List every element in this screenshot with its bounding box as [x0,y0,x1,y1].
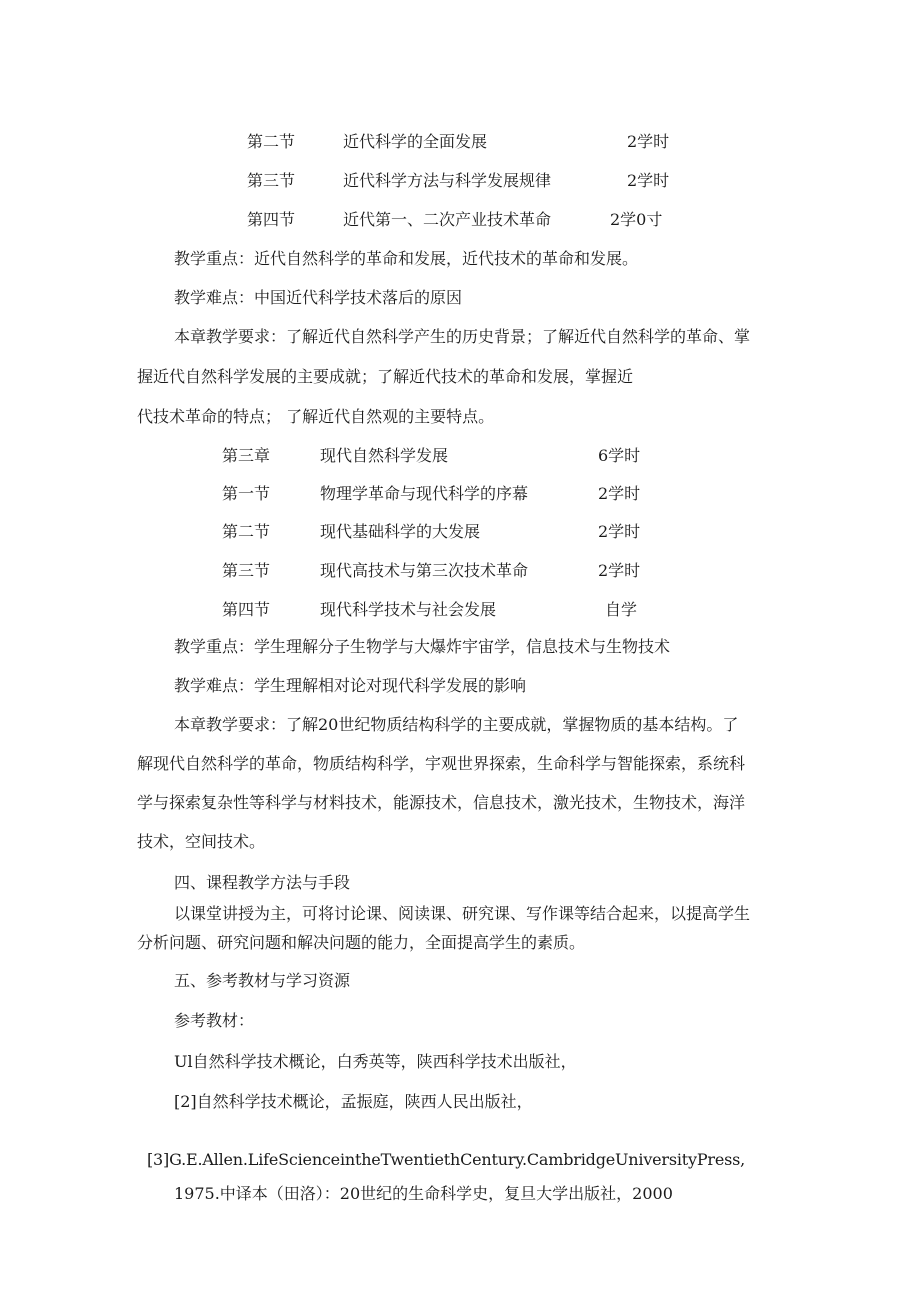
key-points: 教学重点：近代自然科学的革命和发展，近代技术的革命和发展。 [174,249,639,268]
schedule-hours: 6学时 [598,446,641,465]
schedule-section: 第三章 [222,446,271,465]
schedule-section: 第二节 [222,522,271,541]
reference-item: Ul自然科学技术概论，白秀英等，陕西科学技术出版社， [174,1052,577,1071]
schedule-hours: 2学0寸 [610,210,663,229]
schedule-title: 近代科学的全面发展 [343,132,488,151]
schedule-section: 第三节 [247,171,296,190]
schedule-title: 现代基础科学的大发展 [320,522,481,541]
schedule-section: 第一节 [222,484,271,503]
schedule-section: 第四节 [247,210,296,229]
schedule-hours: 2学时 [598,484,641,503]
difficulties: 教学难点：中国近代科学技术落后的原因 [174,288,463,307]
requirements-line: 本章教学要求：了解20世纪物质结构科学的主要成就，掌握物质的基本结构。了 [174,715,739,734]
body-line: 分析问题、研究问题和解决问题的能力，全面提高学生的素质。 [137,933,586,952]
schedule-hours: 2学时 [598,561,641,580]
requirements-line: 学与探索复杂性等科学与材料技术，能源技术，信息技术，激光技术，生物技术，海洋 [137,793,746,812]
reference-item: [2]自然科学技术概论，孟振庭，陕西人民出版社， [174,1092,533,1111]
requirements-line: 技术，空间技术。 [137,832,266,851]
key-points: 教学重点：学生理解分子生物学与大爆炸宇宙学，信息技术与生物技术 [174,637,671,656]
schedule-section: 第三节 [222,561,271,580]
schedule-title: 近代科学方法与科学发展规律 [343,171,552,190]
requirements-line: 解现代自然科学的革命，物质结构科学，宇观世界探索，生命科学与智能探索，系统科 [137,754,746,773]
body-line: 以课堂讲授为主，可将讨论课、阅读课、研究课、写作课等结合起来，以提高学生 [174,904,751,923]
schedule-title: 现代自然科学发展 [320,446,449,465]
requirements-line: 代技术革命的特点； 了解近代自然观的主要特点。 [137,407,495,426]
requirements-line: 本章教学要求：了解近代自然科学产生的历史背景；了解近代自然科学的革命、掌 [174,327,751,346]
schedule-section: 第二节 [247,132,296,151]
requirements-line: 握近代自然科学发展的主要成就；了解近代技术的革命和发展，掌握近 [137,367,634,386]
schedule-title: 近代第一、二次产业技术革命 [343,210,552,229]
schedule-hours: 自学 [605,600,638,619]
reference-item: [3]G.E.Allen.LifeScienceintheTwentiethCentury.CambridgeUniversityPress, [147,1150,746,1169]
reference-item: 1975.中译本（田洛）：20世纪的生命科学史，复旦大学出版社，2000 [174,1184,673,1203]
schedule-hours: 2学时 [627,171,670,190]
difficulties: 教学难点：学生理解相对论对现代科学发展的影响 [174,676,527,695]
schedule-title: 物理学革命与现代科学的序幕 [320,484,529,503]
section-heading: 四、课程教学方法与手段 [174,873,351,892]
schedule-hours: 2学时 [598,522,641,541]
schedule-section: 第四节 [222,600,271,619]
schedule-title: 现代科学技术与社会发展 [320,600,497,619]
section-heading: 五、参考教材与学习资源 [174,971,351,990]
reference-label: 参考教材： [174,1011,255,1030]
schedule-title: 现代高技术与第三次技术革命 [320,561,529,580]
schedule-hours: 2学时 [627,132,670,151]
